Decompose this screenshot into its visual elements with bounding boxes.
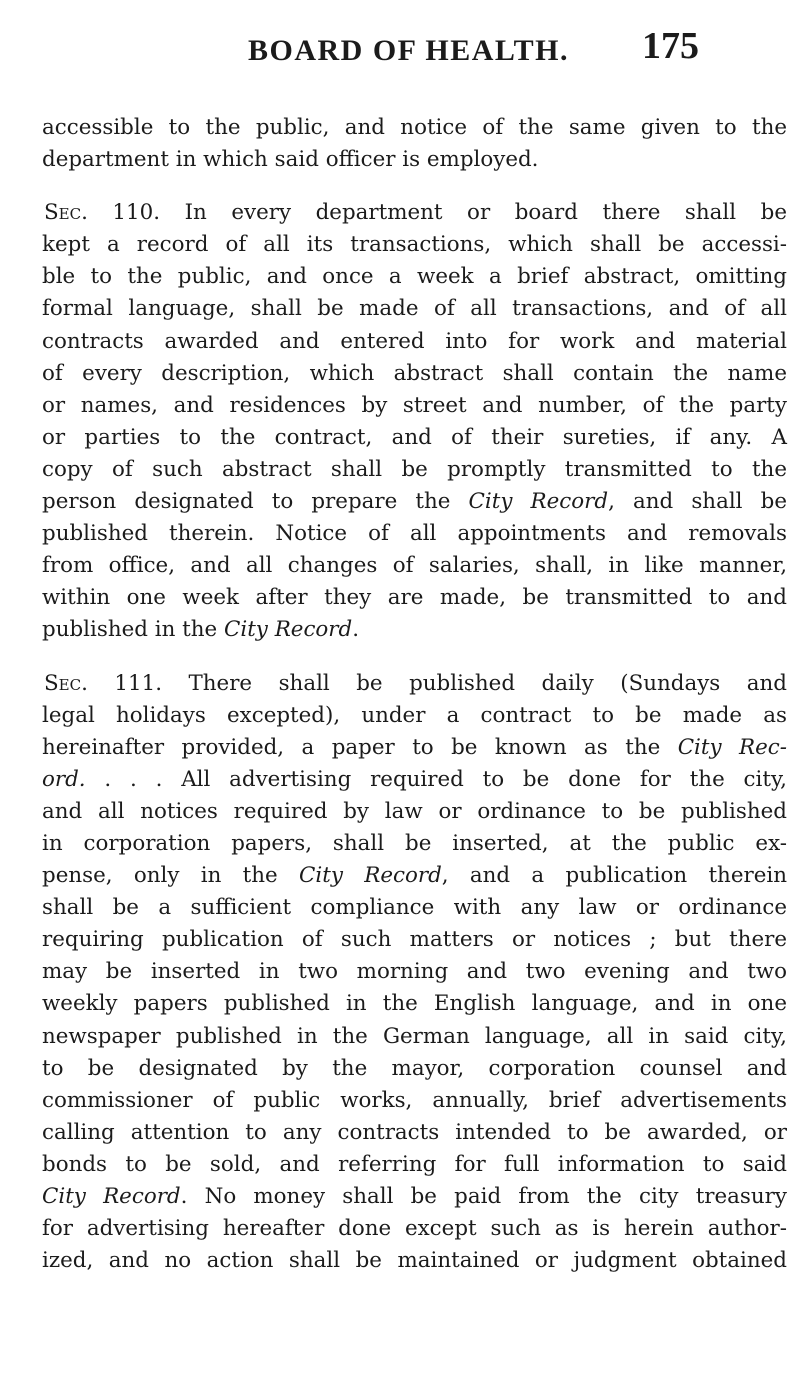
text-line: ized, and no action shall be maintained or judgment obtained — [42, 1248, 787, 1274]
text-line: bonds to be sold, and referring for full information to said — [42, 1151, 787, 1177]
text-line: copy of such abstract shall be promptly transmitted to the — [42, 456, 787, 482]
running-head: BOARD OF HEALTH. — [248, 34, 569, 67]
text-line: from office, and all changes of salaries, shall, in like manner, — [42, 553, 787, 579]
text-line: or names, and residences by street and number, of the party — [42, 392, 787, 418]
text-line: for advertising hereafter done except such as is herein author- — [42, 1216, 787, 1242]
text-line: person designated to prepare the City Record, and shall be — [42, 489, 787, 515]
page-header — [248, 20, 778, 80]
text-line: calling attention to any contracts intended to be awarded, or — [42, 1119, 787, 1145]
text-line: formal language, shall be made of all transactions, and of all — [42, 296, 787, 322]
text-line: may be inserted in two morning and two evening and two — [42, 959, 787, 985]
text-line: contracts awarded and entered into for work and material — [42, 328, 787, 354]
text-line: commissioner of public works, annually, brief advertisements — [42, 1087, 787, 1113]
text-line: Sec. 111. There shall be published daily (Sundays and — [44, 670, 787, 696]
text-line: of every description, which abstract shall contain the name — [42, 360, 787, 386]
text-line: shall be a sufficient compliance with any law or ordinance — [42, 895, 787, 921]
section-111 — [42, 668, 787, 1278]
text-line: and all notices required by law or ordinance to be published — [42, 798, 787, 824]
text-line: legal holidays excepted), under a contract to be made as — [42, 702, 787, 728]
text-line: ble to the public, and once a week a brief abstract, omitting — [42, 264, 787, 290]
text-line: weekly papers published in the English language, and in one — [42, 991, 787, 1017]
text-line: department in which said officer is employed. — [42, 147, 539, 173]
text-line: Sec. 110. In every department or board there shall be — [44, 200, 787, 226]
text-line: published therein. Notice of all appointments and removals — [42, 521, 787, 547]
text-line: hereinafter provided, a paper to be known as the City Rec- — [42, 734, 787, 760]
text-line: ord. . . . All advertising required to be done for the city, — [42, 766, 787, 792]
text-line: within one week after they are made, be transmitted to and — [42, 585, 787, 611]
text-line: accessible to the public, and notice of the same given to the — [42, 115, 787, 140]
body-text — [42, 112, 787, 1277]
paragraph — [42, 112, 787, 176]
text-line: in corporation papers, shall be inserted, at the public ex- — [42, 830, 787, 856]
text-line: published in the City Record. — [42, 617, 360, 643]
text-line: to be designated by the mayor, corporation counsel and — [42, 1055, 787, 1081]
text-line: or parties to the contract, and of their sureties, if any. A — [42, 424, 787, 450]
section-110 — [42, 197, 787, 646]
text-line: requiring publication of such matters or notices ; but there — [42, 927, 787, 953]
text-line: pense, only in the City Record, and a publication therein — [42, 863, 787, 889]
page-number: 175 — [642, 25, 699, 67]
text-line: newspaper published in the German language, all in said city, — [42, 1023, 787, 1049]
text-line: City Record. No money shall be paid from the city treasury — [42, 1184, 787, 1209]
text-line: kept a record of all its transactions, which shall be accessi- — [42, 232, 787, 258]
